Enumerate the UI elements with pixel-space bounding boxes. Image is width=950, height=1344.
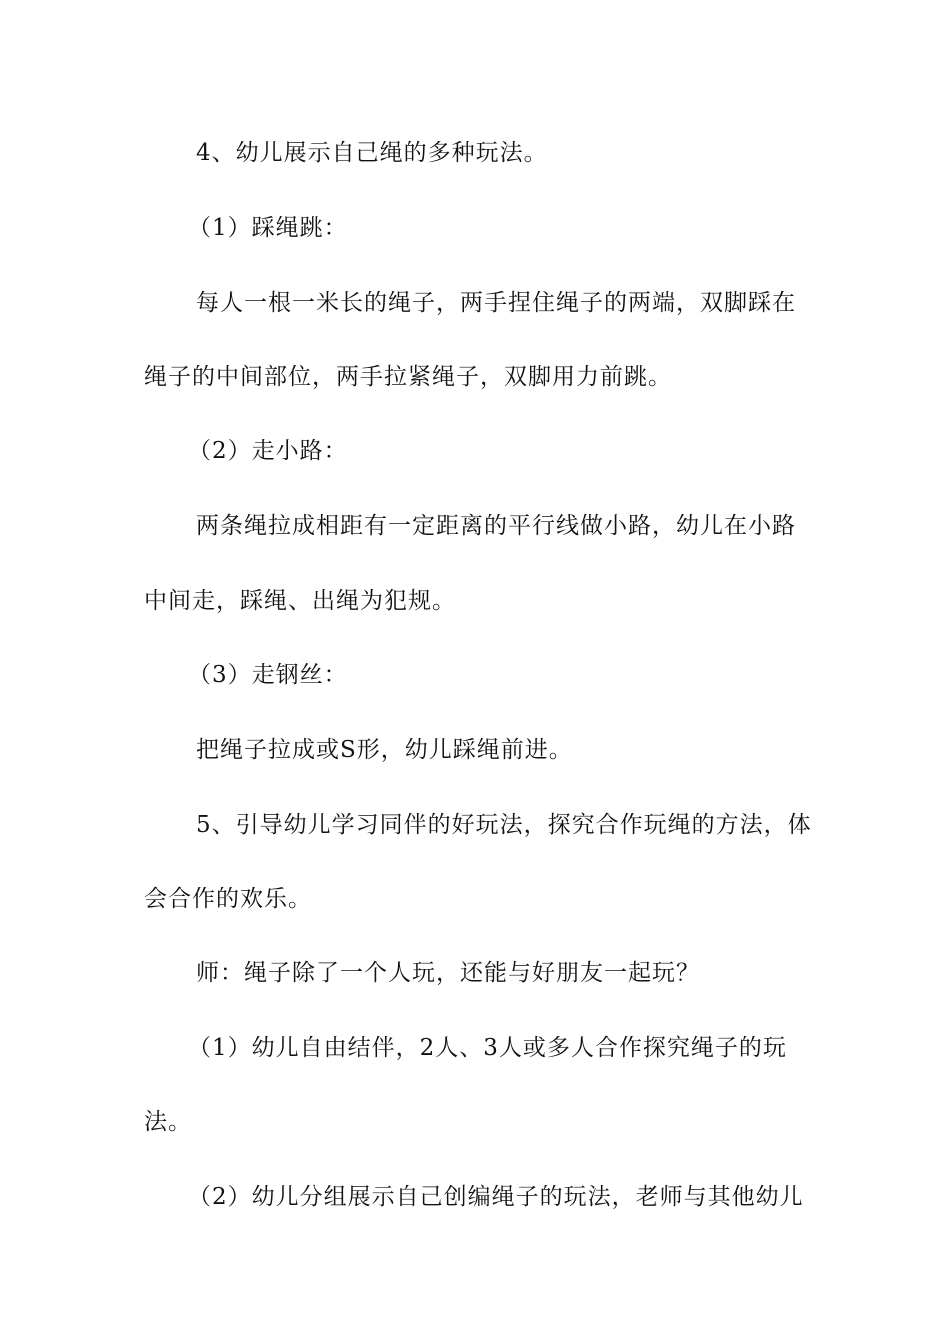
- step-1-text: 法。: [144, 1109, 192, 1135]
- teacher-prompt: 师：绳子除了一个人玩，还能与好朋友一起玩？: [196, 960, 700, 986]
- game-1-description-line: 绳子的中间部位，两手拉紧绳子，双脚用力前跳。: [144, 364, 672, 390]
- game-3-title: （3）走钢丝：: [188, 662, 348, 688]
- game-3-description: 把绳子拉成或S形，幼儿踩绳前进。: [196, 737, 573, 763]
- section-5-heading: 会合作的欢乐。: [144, 886, 312, 912]
- game-2-description-line: 中间走，踩绳、出绳为犯规。: [144, 588, 456, 614]
- section-4-heading: 4、幼儿展示自己绳的多种玩法。: [196, 140, 548, 166]
- game-1-description-line: 每人一根一米长的绳子，两手捏住绳子的两端，双脚踩在: [196, 290, 796, 316]
- game-1-title: （1）踩绳跳：: [188, 215, 348, 241]
- step-2-text: （2）幼儿分组展示自己创编绳子的玩法，老师与其他幼儿: [188, 1184, 804, 1210]
- game-2-description-line: 两条绳拉成相距有一定距离的平行线做小路，幼儿在小路: [196, 513, 796, 539]
- step-1-text: （1）幼儿自由结伴，2人、3人或多人合作探究绳子的玩: [188, 1035, 787, 1061]
- game-2-title: （2）走小路：: [188, 438, 348, 464]
- section-5-heading: 5、引导幼儿学习同伴的好玩法，探究合作玩绳的方法，体: [196, 812, 812, 838]
